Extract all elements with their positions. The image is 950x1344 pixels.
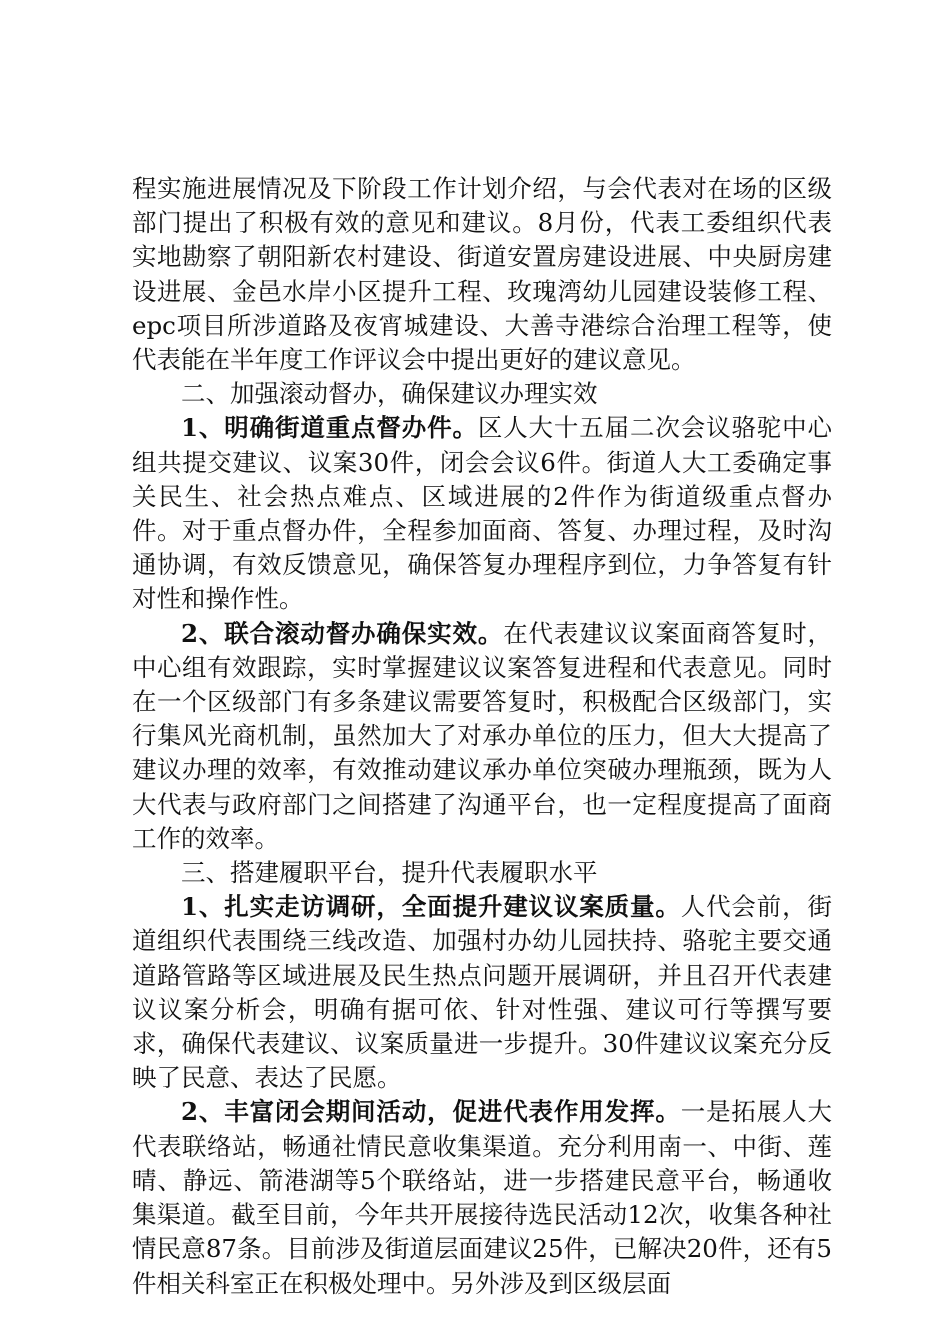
paragraph-body: 人代会前，街道组织代表围绕三线改造、加强村办幼儿园扶持、骆驼主要交通道路管路等区域进展及民生热点问题开展调研，并且召开代表建议议案分析会，明确有据可依、针对性强、建议可行等撰写要求，确保代表建议、议案质量进一步提升。30件建议议案充分反映了民意、表达了民愿。 xyxy=(132,892,833,1093)
paragraph-lead: 1、明确街道重点督办件。 xyxy=(181,413,478,443)
paragraph-body: 在代表建议议案面商答复时，中心组有效跟踪，实时掌握建议议案答复进程和代表意见。同时在一个区级部门有多条建议需要答复时，积极配合区级部门，实行集风光商机制，虽然加大了对承办单位的压力，但大大提高了建议办理的效率，有效推动建议承办单位突破办理瓶颈，既为人大代表与政府部门之间搭建了沟通平台，也一定程度提高了面商工作的效率。 xyxy=(132,618,832,853)
document-page xyxy=(132,172,832,1301)
paragraph-activities xyxy=(132,1095,832,1300)
section-heading-2: 二、加强滚动督办，确保建议办理实效 xyxy=(181,379,598,409)
paragraph-body: 区人大十五届二次会议骆驼中心组共提交建议、议案30件，闭会会议6件。街道人大工委确定事关民生、社会热点难点、区域进展的2件作为街道级重点督办件。对于重点督办件，全程参加面商、答复、办理过程，及时沟通协调，有效反馈意见，确保答复办理程序到位，力争答复有针对性和操作性。 xyxy=(132,413,832,614)
paragraph-lead: 1、扎实走访调研，全面提升建议议案质量。 xyxy=(181,892,681,922)
paragraph-lead: 2、丰富闭会期间活动，促进代表作用发挥。 xyxy=(181,1097,681,1127)
paragraph-joint-supervision xyxy=(132,617,832,856)
paragraph-key-supervision xyxy=(132,411,832,616)
paragraph-research xyxy=(132,890,832,1095)
paragraph-body: 一是拓展人大代表联络站，畅通社情民意收集渠道。充分利用南一、中街、莲晴、静远、箭港湖等5个联络站，进一步搭建民意平台，畅通收集渠道。截至目前，今年共开展接待选民活动12次，收集各种社情民意87条。目前涉及街道层面建议25件，已解决20件，还有5件相关科室正在积极处理中。另外涉及到区级层面 xyxy=(132,1097,833,1298)
paragraph-lead: 2、联合滚动督办确保实效。 xyxy=(181,618,504,648)
paragraph-continuation: 程实施进展情况及下阶段工作计划介绍，与会代表对在场的区级部门提出了积极有效的意见和建议。8月份，代表工委组织代表实地勘察了朝阳新农村建设、街道安置房建设进展、中央厨房建设进展、金邑水岸小区提升工程、玫瑰湾幼儿园建设装修工程、epc项目所涉道路及夜宵城建设、大善寺港综合治理工程等，使代表能在半年度工作评议会中提出更好的建议意见。 xyxy=(132,174,832,375)
section-heading-3: 三、搭建履职平台，提升代表履职水平 xyxy=(181,858,598,888)
